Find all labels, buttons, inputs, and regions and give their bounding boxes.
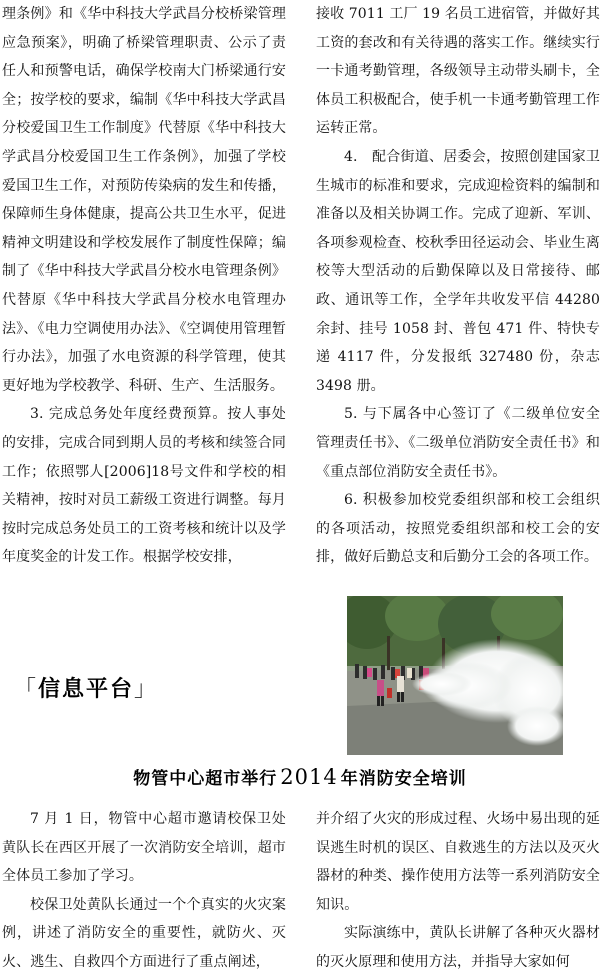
section-header-label: 信息平台 [38, 677, 135, 702]
section-header-open-bracket: 「 [14, 677, 39, 702]
paragraph: 接收 7011 工厂 19 名员工进宿管，并做好其工资的套改和有关待遇的落实工作。继续实行一卡通考勤管理，各级领导主动带头刷卡，全体员工积极配合，使手机一卡通考勤管理工作运转正常。 [316, 6, 600, 137]
article-title-prefix: 物管中心超市举行 [133, 769, 278, 789]
section-header [14, 672, 158, 703]
article-title-year: 2014 [280, 765, 338, 789]
text-column-top-right [316, 0, 600, 572]
paragraph: 校保卫处黄队长通过一个个真实的火灾案例，讲述了消防安全的重要性，就防火、灭火、逃生、自救四个方面进行了重点阐述， [2, 896, 286, 970]
paragraph: 6. 积极参加校党委组织部和校工会组织的各项活动，按照党委组织部和校工会的安排，做好后勤总支和后勤分工会的各项工作。 [316, 492, 600, 566]
paragraph: 实际演练中，黄队长讲解了各种灭火器材的灭火原理和使用方法，并指导大家如何 [316, 925, 600, 970]
text-column-top-left [2, 0, 286, 572]
paragraph: 5. 与下属各中心签订了《二级单位安全管理责任书》、《二级单位消防安全责任书》和《重点部位消防安全责任书》。 [316, 406, 600, 480]
fire-drill-photo [347, 596, 563, 755]
paragraph: 7 月 1 日，物管中心超市邀请校保卫处黄队长在西区开展了一次消防安全培训，超市全体员工参加了学习。 [2, 811, 286, 885]
paragraph: 3. 完成总务处年度经费预算。按人事处的安排，完成合同到期人员的考核和续签合同工作；依照鄂人[2006]18号文件和学校的相关精神，按时对员工薪级工资进行调整。每月按时完成总务处员工的工资考核和统计以及学年度奖金的计发工作。根据学校安排， [2, 406, 286, 566]
text-column-bottom-right [316, 805, 600, 977]
paragraph: 理条例》和《华中科技大学武昌分校桥梁管理应急预案》，明确了桥梁管理职责、公示了责任人和预警电话，确保学校南大门桥梁通行安全；按学校的要求，编制《华中科技大学武昌分校爱国卫生工作制度》代替原《华中科技大学武昌分校爱国卫生工作条例》，加强了学校爱国卫生工作，对预防传染病的发生和传播，保障师生身体健康，提高公共卫生水平，促进精神文明建设和学校发展作了制度性保障；编制了《华中科技大学武昌分校水电管理条例》代替原《华中科技大学武昌分校水电管理办法》、《电力空调使用办法》、《空调使用管理暂行办法》，加强了水电资源的科学管理，使其更好地为学校教学、科研、生产、生活服务。 [2, 6, 286, 394]
paragraph: 4. 配合街道、居委会，按照创建国家卫生城市的标准和要求，完成迎检资料的编制和准备以及相关协调工作。完成了迎新、军训、各项参观检查、校秋季田径运动会、毕业生离校等大型活动的后勤保障以及日常接待、邮政、通讯等工作，全学年共收发平信 44280 余封、挂号 1058 封、普包 471 件、特快专递 4117 件，分发报纸 327480 份，杂志 3498 册。 [316, 148, 600, 394]
section-header-close-bracket: 」 [134, 677, 159, 702]
text-column-bottom-left [2, 805, 286, 977]
paragraph: 并介绍了火灾的形成过程、火场中易出现的延误逃生时机的误区、自救逃生的方法以及灭火器材的种类、操作使用方法等一系列消防安全知识。 [316, 811, 600, 913]
article-title [0, 764, 600, 789]
article-title-suffix: 年消防安全培训 [340, 769, 467, 789]
